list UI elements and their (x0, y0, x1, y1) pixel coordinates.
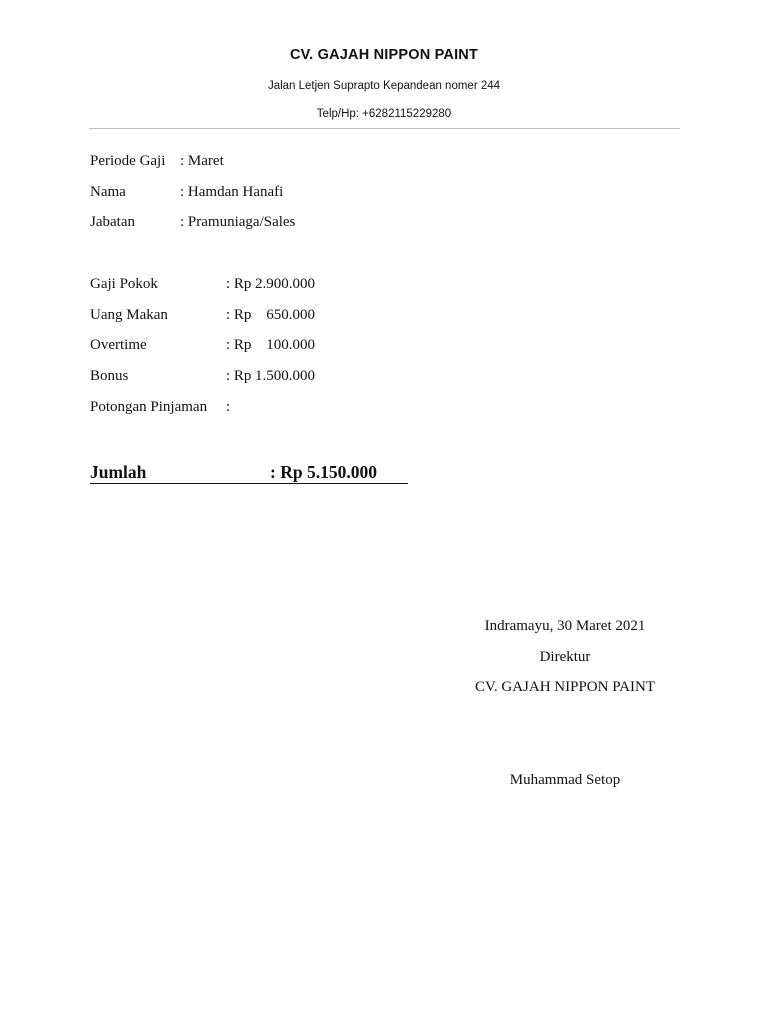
salary-prefix: : Rp (226, 337, 252, 353)
signature-name: Muhammad Setop (509, 772, 621, 788)
total-row (90, 461, 408, 484)
info-label: Jabatan (90, 214, 135, 230)
salary-prefix: : (226, 399, 231, 415)
salary-row-bonus (90, 368, 315, 388)
total-label: Jumlah (90, 462, 147, 482)
salary-amount: 100.000 (266, 337, 315, 353)
company-title: CV. GAJAH NIPPON PAINT (289, 47, 479, 63)
info-value: : Pramuniaga/Sales (180, 214, 296, 230)
salary-row-meal (90, 307, 315, 327)
salary-label: Potongan Pinjaman (90, 399, 208, 415)
signature-company: CV. GAJAH NIPPON PAINT (474, 679, 656, 695)
salary-label: Overtime (90, 337, 147, 353)
salary-row-loan-deduction (90, 399, 231, 419)
info-row-name (90, 184, 284, 204)
info-row-period (90, 153, 224, 173)
salary-amount: 1.500.000 (255, 368, 315, 384)
info-value: : Maret (180, 153, 224, 169)
salary-amount: 2.900.000 (255, 276, 315, 292)
salary-label: Uang Makan (90, 307, 168, 323)
salary-row-overtime (90, 337, 315, 357)
info-label: Periode Gaji (90, 153, 166, 169)
salary-label: Gaji Pokok (90, 276, 158, 292)
signature-position: Direktur (539, 649, 591, 665)
total-value: : Rp 5.150.000 (270, 462, 377, 482)
salary-prefix: : Rp (226, 307, 252, 323)
salary-row-base (90, 276, 315, 296)
info-label: Nama (90, 184, 126, 200)
salary-prefix: : Rp (226, 368, 252, 384)
info-value: : Hamdan Hanafi (180, 184, 284, 200)
company-address: Jalan Letjen Suprapto Kepandean nomer 244 (267, 80, 501, 92)
salary-label: Bonus (90, 368, 129, 384)
salary-amount: 650.000 (266, 307, 315, 323)
salary-prefix: : Rp (226, 276, 252, 292)
info-row-position (90, 214, 296, 234)
signature-place-date: Indramayu, 30 Maret 2021 (484, 618, 646, 634)
header-divider (89, 128, 680, 129)
company-phone: Telp/Hp: +6282115229280 (316, 108, 452, 120)
